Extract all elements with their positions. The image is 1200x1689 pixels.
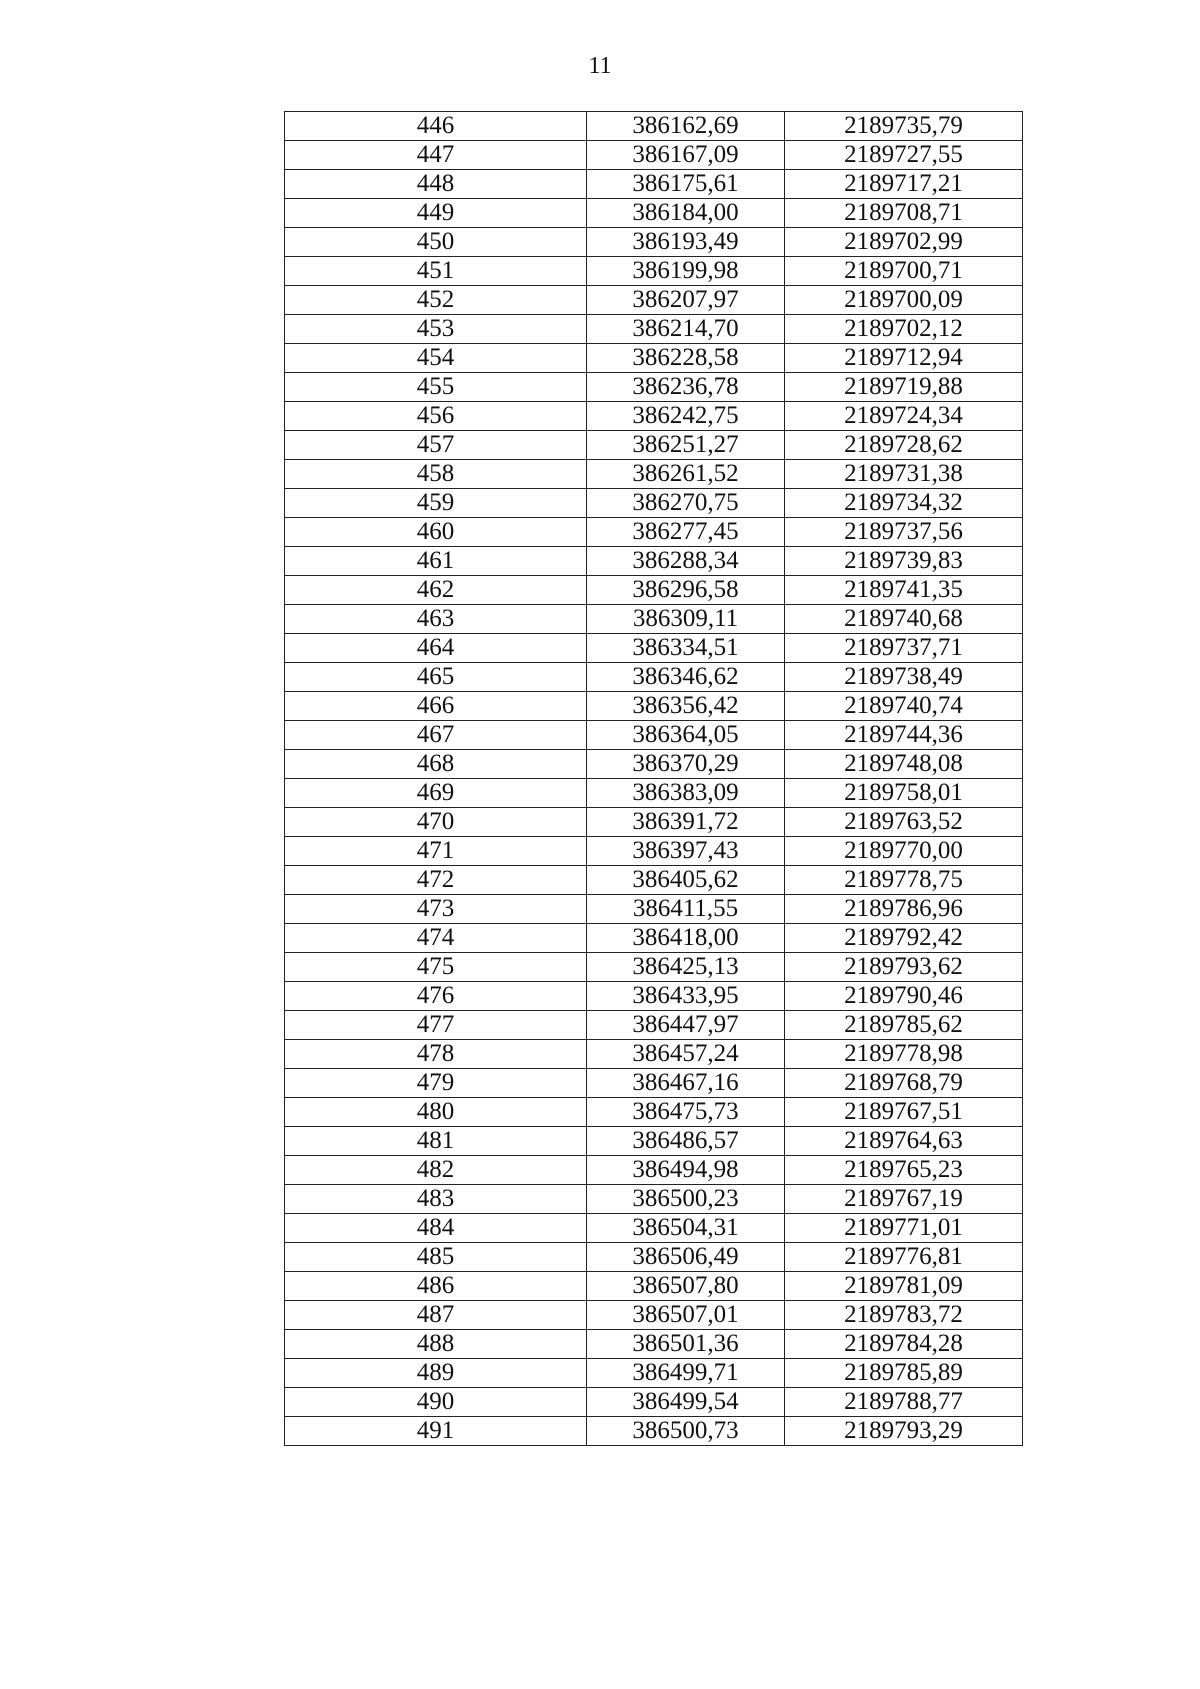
y-coordinate-cell: 2189719,88	[785, 373, 1023, 402]
y-coordinate-cell: 2189734,32	[785, 489, 1023, 518]
point-number-cell: 486	[285, 1272, 587, 1301]
x-coordinate-cell: 386457,24	[587, 1040, 785, 1069]
x-coordinate-cell: 386162,69	[587, 112, 785, 141]
point-number-cell: 482	[285, 1156, 587, 1185]
point-number-cell: 448	[285, 170, 587, 199]
point-number-cell: 484	[285, 1214, 587, 1243]
y-coordinate-cell: 2189776,81	[785, 1243, 1023, 1272]
x-coordinate-cell: 386270,75	[587, 489, 785, 518]
point-number-cell: 480	[285, 1098, 587, 1127]
table-row	[285, 1069, 1023, 1098]
x-coordinate-cell: 386214,70	[587, 315, 785, 344]
point-number-cell: 463	[285, 605, 587, 634]
table-row	[285, 1098, 1023, 1127]
point-number-cell: 483	[285, 1185, 587, 1214]
table-row	[285, 199, 1023, 228]
y-coordinate-cell: 2189783,72	[785, 1301, 1023, 1330]
y-coordinate-cell: 2189724,34	[785, 402, 1023, 431]
x-coordinate-cell: 386277,45	[587, 518, 785, 547]
y-coordinate-cell: 2189771,01	[785, 1214, 1023, 1243]
x-coordinate-cell: 386309,11	[587, 605, 785, 634]
table-row	[285, 692, 1023, 721]
x-coordinate-cell: 386228,58	[587, 344, 785, 373]
point-number-cell: 455	[285, 373, 587, 402]
x-coordinate-cell: 386199,98	[587, 257, 785, 286]
table-row	[285, 924, 1023, 953]
x-coordinate-cell: 386507,80	[587, 1272, 785, 1301]
table-row	[285, 1040, 1023, 1069]
y-coordinate-cell: 2189744,36	[785, 721, 1023, 750]
x-coordinate-cell: 386499,71	[587, 1359, 785, 1388]
x-coordinate-cell: 386370,29	[587, 750, 785, 779]
point-number-cell: 469	[285, 779, 587, 808]
y-coordinate-cell: 2189712,94	[785, 344, 1023, 373]
x-coordinate-cell: 386242,75	[587, 402, 785, 431]
point-number-cell: 476	[285, 982, 587, 1011]
point-number-cell: 489	[285, 1359, 587, 1388]
point-number-cell: 479	[285, 1069, 587, 1098]
table-row	[285, 1417, 1023, 1446]
point-number-cell: 466	[285, 692, 587, 721]
x-coordinate-cell: 386475,73	[587, 1098, 785, 1127]
table-row	[285, 315, 1023, 344]
x-coordinate-cell: 386334,51	[587, 634, 785, 663]
y-coordinate-cell: 2189763,52	[785, 808, 1023, 837]
table-row	[285, 1156, 1023, 1185]
table-row	[285, 1243, 1023, 1272]
point-number-cell: 490	[285, 1388, 587, 1417]
x-coordinate-cell: 386501,36	[587, 1330, 785, 1359]
y-coordinate-cell: 2189737,71	[785, 634, 1023, 663]
point-number-cell: 454	[285, 344, 587, 373]
y-coordinate-cell: 2189765,23	[785, 1156, 1023, 1185]
point-number-cell: 462	[285, 576, 587, 605]
table-row	[285, 170, 1023, 199]
x-coordinate-cell: 386433,95	[587, 982, 785, 1011]
x-coordinate-cell: 386236,78	[587, 373, 785, 402]
x-coordinate-cell: 386486,57	[587, 1127, 785, 1156]
x-coordinate-cell: 386507,01	[587, 1301, 785, 1330]
table-row	[285, 431, 1023, 460]
x-coordinate-cell: 386296,58	[587, 576, 785, 605]
point-number-cell: 468	[285, 750, 587, 779]
table-row	[285, 982, 1023, 1011]
y-coordinate-cell: 2189740,74	[785, 692, 1023, 721]
x-coordinate-cell: 386447,97	[587, 1011, 785, 1040]
point-number-cell: 481	[285, 1127, 587, 1156]
point-number-cell: 460	[285, 518, 587, 547]
point-number-cell: 457	[285, 431, 587, 460]
x-coordinate-cell: 386397,43	[587, 837, 785, 866]
point-number-cell: 456	[285, 402, 587, 431]
y-coordinate-cell: 2189768,79	[785, 1069, 1023, 1098]
y-coordinate-cell: 2189784,28	[785, 1330, 1023, 1359]
y-coordinate-cell: 2189700,09	[785, 286, 1023, 315]
y-coordinate-cell: 2189702,99	[785, 228, 1023, 257]
table-row	[285, 460, 1023, 489]
y-coordinate-cell: 2189786,96	[785, 895, 1023, 924]
point-number-cell: 470	[285, 808, 587, 837]
table-row	[285, 286, 1023, 315]
table-row	[285, 866, 1023, 895]
table-row	[285, 779, 1023, 808]
y-coordinate-cell: 2189737,56	[785, 518, 1023, 547]
point-number-cell: 485	[285, 1243, 587, 1272]
point-number-cell: 487	[285, 1301, 587, 1330]
point-number-cell: 478	[285, 1040, 587, 1069]
x-coordinate-cell: 386251,27	[587, 431, 785, 460]
x-coordinate-cell: 386261,52	[587, 460, 785, 489]
point-number-cell: 447	[285, 141, 587, 170]
y-coordinate-cell: 2189731,38	[785, 460, 1023, 489]
point-number-cell: 474	[285, 924, 587, 953]
x-coordinate-cell: 386391,72	[587, 808, 785, 837]
point-number-cell: 446	[285, 112, 587, 141]
point-number-cell: 453	[285, 315, 587, 344]
y-coordinate-cell: 2189739,83	[785, 547, 1023, 576]
x-coordinate-cell: 386193,49	[587, 228, 785, 257]
table-row	[285, 808, 1023, 837]
y-coordinate-cell: 2189702,12	[785, 315, 1023, 344]
y-coordinate-cell: 2189738,49	[785, 663, 1023, 692]
x-coordinate-cell: 386425,13	[587, 953, 785, 982]
x-coordinate-cell: 386364,05	[587, 721, 785, 750]
x-coordinate-cell: 386356,42	[587, 692, 785, 721]
table-row	[285, 895, 1023, 924]
point-number-cell: 450	[285, 228, 587, 257]
y-coordinate-cell: 2189767,19	[785, 1185, 1023, 1214]
table-row	[285, 1359, 1023, 1388]
page-number: 11	[588, 53, 612, 79]
point-number-cell: 465	[285, 663, 587, 692]
y-coordinate-cell: 2189700,71	[785, 257, 1023, 286]
point-number-cell: 475	[285, 953, 587, 982]
table-row	[285, 1330, 1023, 1359]
table-row	[285, 750, 1023, 779]
point-number-cell: 461	[285, 547, 587, 576]
table-row	[285, 489, 1023, 518]
x-coordinate-cell: 386405,62	[587, 866, 785, 895]
table-row	[285, 1127, 1023, 1156]
table-row	[285, 112, 1023, 141]
x-coordinate-cell: 386346,62	[587, 663, 785, 692]
y-coordinate-cell: 2189767,51	[785, 1098, 1023, 1127]
point-number-cell: 451	[285, 257, 587, 286]
point-number-cell: 471	[285, 837, 587, 866]
table-row	[285, 1301, 1023, 1330]
y-coordinate-cell: 2189728,62	[785, 431, 1023, 460]
table-row	[285, 634, 1023, 663]
point-number-cell: 449	[285, 199, 587, 228]
y-coordinate-cell: 2189793,29	[785, 1417, 1023, 1446]
table-row	[285, 605, 1023, 634]
coordinates-table-body	[285, 112, 1023, 1446]
x-coordinate-cell: 386418,00	[587, 924, 785, 953]
y-coordinate-cell: 2189790,46	[785, 982, 1023, 1011]
point-number-cell: 458	[285, 460, 587, 489]
point-number-cell: 464	[285, 634, 587, 663]
table-row	[285, 576, 1023, 605]
y-coordinate-cell: 2189740,68	[785, 605, 1023, 634]
y-coordinate-cell: 2189785,62	[785, 1011, 1023, 1040]
table-row	[285, 837, 1023, 866]
y-coordinate-cell: 2189764,63	[785, 1127, 1023, 1156]
x-coordinate-cell: 386288,34	[587, 547, 785, 576]
table-row	[285, 141, 1023, 170]
table-row	[285, 1011, 1023, 1040]
x-coordinate-cell: 386175,61	[587, 170, 785, 199]
point-number-cell: 473	[285, 895, 587, 924]
x-coordinate-cell: 386167,09	[587, 141, 785, 170]
x-coordinate-cell: 386207,97	[587, 286, 785, 315]
x-coordinate-cell: 386383,09	[587, 779, 785, 808]
table-row	[285, 663, 1023, 692]
x-coordinate-cell: 386467,16	[587, 1069, 785, 1098]
x-coordinate-cell: 386506,49	[587, 1243, 785, 1272]
x-coordinate-cell: 386500,23	[587, 1185, 785, 1214]
y-coordinate-cell: 2189708,71	[785, 199, 1023, 228]
y-coordinate-cell: 2189741,35	[785, 576, 1023, 605]
y-coordinate-cell: 2189735,79	[785, 112, 1023, 141]
table-row	[285, 1185, 1023, 1214]
table-row	[285, 228, 1023, 257]
x-coordinate-cell: 386184,00	[587, 199, 785, 228]
x-coordinate-cell: 386500,73	[587, 1417, 785, 1446]
x-coordinate-cell: 386504,31	[587, 1214, 785, 1243]
point-number-cell: 467	[285, 721, 587, 750]
x-coordinate-cell: 386494,98	[587, 1156, 785, 1185]
point-number-cell: 472	[285, 866, 587, 895]
table-row	[285, 1272, 1023, 1301]
table-row	[285, 547, 1023, 576]
y-coordinate-cell: 2189785,89	[785, 1359, 1023, 1388]
point-number-cell: 477	[285, 1011, 587, 1040]
table-row	[285, 1388, 1023, 1417]
y-coordinate-cell: 2189748,08	[785, 750, 1023, 779]
point-number-cell: 491	[285, 1417, 587, 1446]
table-row	[285, 402, 1023, 431]
table-row	[285, 721, 1023, 750]
table-row	[285, 953, 1023, 982]
y-coordinate-cell: 2189792,42	[785, 924, 1023, 953]
y-coordinate-cell: 2189778,75	[785, 866, 1023, 895]
point-number-cell: 452	[285, 286, 587, 315]
table-row	[285, 373, 1023, 402]
y-coordinate-cell: 2189781,09	[785, 1272, 1023, 1301]
y-coordinate-cell: 2189788,77	[785, 1388, 1023, 1417]
point-number-cell: 459	[285, 489, 587, 518]
x-coordinate-cell: 386499,54	[587, 1388, 785, 1417]
x-coordinate-cell: 386411,55	[587, 895, 785, 924]
table-row	[285, 344, 1023, 373]
point-number-cell: 488	[285, 1330, 587, 1359]
y-coordinate-cell: 2189727,55	[785, 141, 1023, 170]
y-coordinate-cell: 2189793,62	[785, 953, 1023, 982]
y-coordinate-cell: 2189770,00	[785, 837, 1023, 866]
table-row	[285, 518, 1023, 547]
coordinates-table	[284, 111, 1023, 1446]
y-coordinate-cell: 2189778,98	[785, 1040, 1023, 1069]
y-coordinate-cell: 2189758,01	[785, 779, 1023, 808]
table-row	[285, 1214, 1023, 1243]
table-row	[285, 257, 1023, 286]
y-coordinate-cell: 2189717,21	[785, 170, 1023, 199]
